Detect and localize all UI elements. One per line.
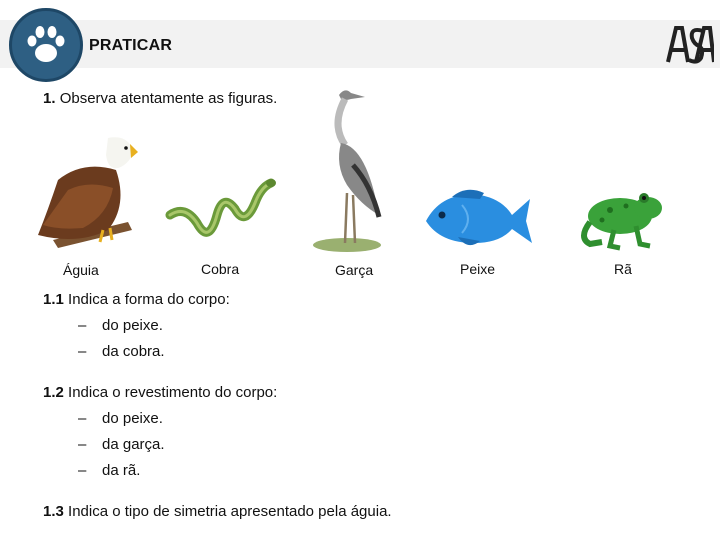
- eagle-image: [28, 130, 138, 255]
- list-item-text: da rã.: [102, 462, 141, 479]
- label-snake: Cobra: [201, 261, 240, 277]
- question-text: Indica a forma do corpo:: [68, 291, 230, 308]
- list-item-text: do peixe.: [102, 410, 163, 427]
- question-text: Indica o revestimento do corpo:: [68, 384, 278, 401]
- question-text: Indica o tipo de simetria apresentado pela águia.: [68, 503, 392, 520]
- dash: –: [78, 436, 87, 453]
- dash: –: [78, 317, 87, 334]
- list-item-text: do peixe.: [102, 317, 163, 334]
- paw-badge: [9, 8, 83, 82]
- list-item-text: da cobra.: [102, 343, 165, 360]
- question-text: Observa atentamente as figuras.: [59, 90, 278, 107]
- fish-image: [422, 185, 534, 251]
- question-number: 1.1: [43, 291, 64, 308]
- question-number: 1.2: [43, 384, 64, 401]
- dash: –: [78, 462, 87, 479]
- list-item: [43, 313, 230, 339]
- dash: –: [78, 343, 87, 360]
- question-1-1-prompt: [43, 287, 230, 313]
- question-1-2-prompt: [43, 380, 277, 406]
- question-1-1: [43, 287, 230, 365]
- question-number: 1.: [43, 90, 56, 107]
- label-frog: Rã: [614, 261, 632, 277]
- page-title: PRATICAR: [89, 37, 173, 54]
- publisher-logo: [666, 22, 714, 66]
- list-item: [43, 406, 277, 432]
- paw-icon: [24, 23, 68, 67]
- list-item: [43, 339, 230, 365]
- list-item: [43, 432, 277, 458]
- label-fish: Peixe: [460, 261, 496, 277]
- dash: –: [78, 410, 87, 427]
- question-1: [43, 90, 277, 107]
- label-eagle: Águia: [63, 262, 99, 278]
- frog-image: [580, 182, 668, 252]
- question-number: 1.3: [43, 503, 64, 520]
- heron-image: [305, 85, 385, 255]
- label-heron: Garça: [335, 262, 374, 278]
- list-item-text: da garça.: [102, 436, 165, 453]
- snake-image: [165, 175, 277, 255]
- list-item: [43, 458, 277, 484]
- question-1-3: [43, 499, 392, 525]
- question-1-2: [43, 380, 277, 484]
